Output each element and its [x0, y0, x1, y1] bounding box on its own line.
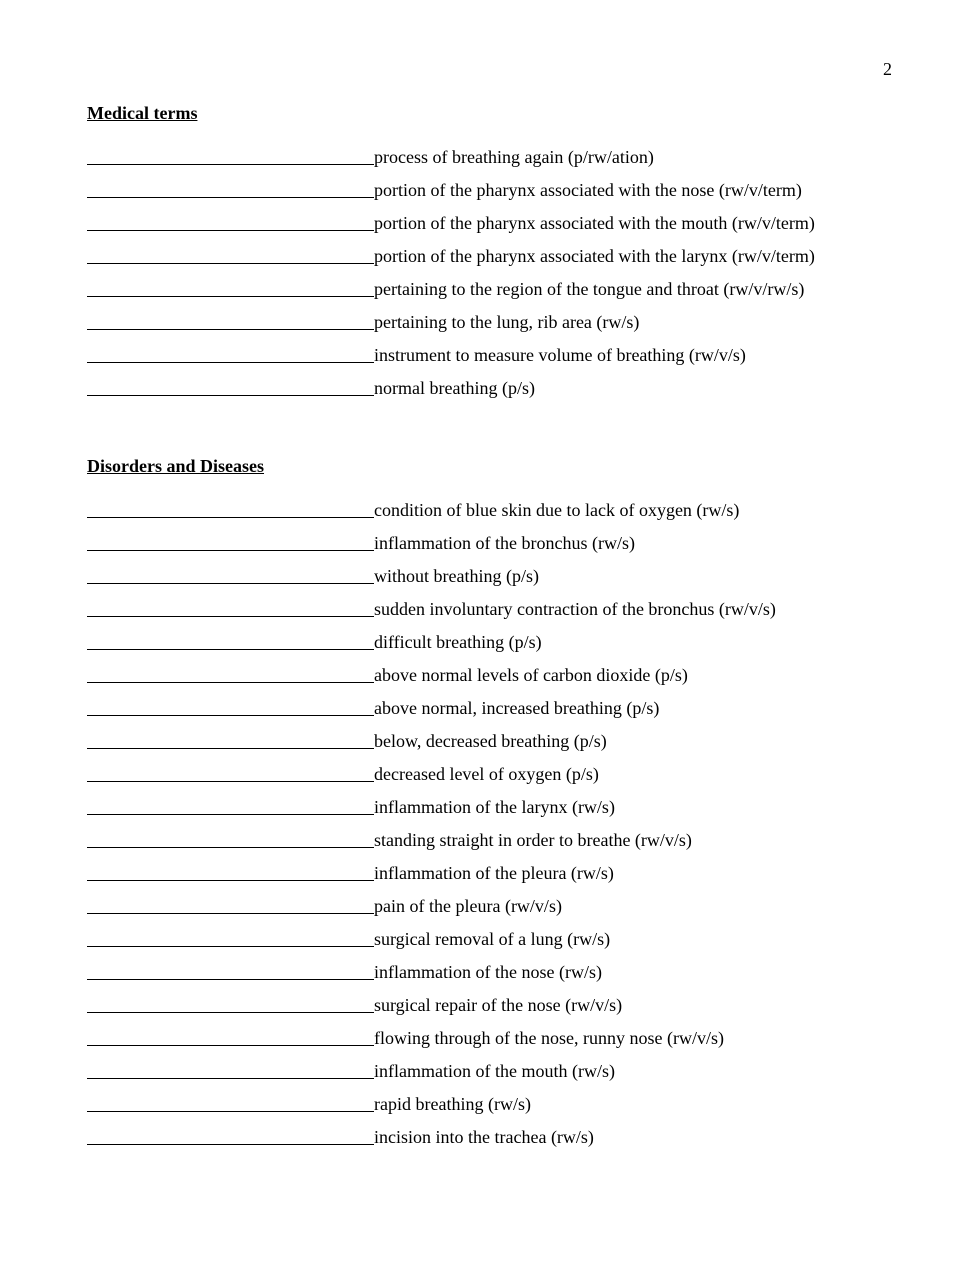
term-definition: flowing through of the nose, runny nose (rw/v/s) — [374, 1028, 724, 1048]
answer-blank[interactable] — [87, 1126, 374, 1145]
term-definition: process of breathing again (p/rw/ation) — [374, 147, 654, 167]
term-definition: surgical repair of the nose (rw/v/s) — [374, 995, 623, 1015]
term-row — [87, 664, 907, 697]
term-definition: normal breathing (p/s) — [374, 378, 535, 398]
term-definition: sudden involuntary contraction of the bronchus (rw/v/s) — [374, 599, 776, 619]
term-definition: inflammation of the mouth (rw/s) — [374, 1061, 615, 1081]
term-definition: standing straight in order to breathe (rw/v/s) — [374, 830, 692, 850]
term-row — [87, 994, 907, 1027]
term-row — [87, 212, 907, 245]
term-definition: decreased level of oxygen (p/s) — [374, 764, 599, 784]
term-row — [87, 631, 907, 664]
term-definition: portion of the pharynx associated with the mouth (rw/v/term) — [374, 213, 815, 233]
answer-blank[interactable] — [87, 344, 374, 363]
answer-blank[interactable] — [87, 1060, 374, 1079]
term-row — [87, 763, 907, 796]
term-definition: inflammation of the bronchus (rw/s) — [374, 533, 635, 553]
answer-blank[interactable] — [87, 311, 374, 330]
answer-blank[interactable] — [87, 377, 374, 396]
term-row — [87, 377, 907, 410]
answer-blank[interactable] — [87, 146, 374, 165]
answer-blank[interactable] — [87, 730, 374, 749]
answer-blank[interactable] — [87, 1093, 374, 1112]
answer-blank[interactable] — [87, 763, 374, 782]
term-row — [87, 278, 907, 311]
term-definition: portion of the pharynx associated with the larynx (rw/v/term) — [374, 246, 815, 266]
page-number: 2 — [883, 59, 892, 79]
term-row — [87, 895, 907, 928]
answer-blank[interactable] — [87, 212, 374, 231]
answer-blank[interactable] — [87, 928, 374, 947]
answer-blank[interactable] — [87, 664, 374, 683]
term-row — [87, 1126, 907, 1159]
term-row — [87, 1060, 907, 1093]
term-definition: rapid breathing (rw/s) — [374, 1094, 531, 1114]
answer-blank[interactable] — [87, 994, 374, 1013]
answer-blank[interactable] — [87, 278, 374, 297]
answer-blank[interactable] — [87, 631, 374, 650]
answer-blank[interactable] — [87, 565, 374, 584]
term-definition: pain of the pleura (rw/v/s) — [374, 896, 562, 916]
answer-blank[interactable] — [87, 796, 374, 815]
term-row — [87, 311, 907, 344]
term-definition: inflammation of the nose (rw/s) — [374, 962, 602, 982]
term-row — [87, 179, 907, 212]
term-definition: below, decreased breathing (p/s) — [374, 731, 607, 751]
term-row — [87, 245, 907, 278]
answer-blank[interactable] — [87, 829, 374, 848]
answer-blank[interactable] — [87, 961, 374, 980]
term-row — [87, 730, 907, 763]
term-definition: inflammation of the larynx (rw/s) — [374, 797, 615, 817]
answer-blank[interactable] — [87, 1027, 374, 1046]
section-heading-disorders-and-diseases: Disorders and Diseases — [87, 456, 265, 476]
term-definition: surgical removal of a lung (rw/s) — [374, 929, 611, 949]
term-row — [87, 344, 907, 377]
term-row — [87, 796, 907, 829]
term-row — [87, 146, 907, 179]
term-definition: above normal levels of carbon dioxide (p/s) — [374, 665, 688, 685]
term-row — [87, 598, 907, 631]
section-heading-medical-terms: Medical terms — [87, 103, 198, 123]
answer-blank[interactable] — [87, 532, 374, 551]
answer-blank[interactable] — [87, 895, 374, 914]
term-row — [87, 1027, 907, 1060]
term-row — [87, 565, 907, 598]
term-definition: portion of the pharynx associated with the nose (rw/v/term) — [374, 180, 802, 200]
answer-blank[interactable] — [87, 598, 374, 617]
term-row — [87, 499, 907, 532]
term-definition: above normal, increased breathing (p/s) — [374, 698, 660, 718]
answer-blank[interactable] — [87, 499, 374, 518]
answer-blank[interactable] — [87, 697, 374, 716]
term-definition: condition of blue skin due to lack of oxygen (rw/s) — [374, 500, 740, 520]
term-definition: difficult breathing (p/s) — [374, 632, 542, 652]
answer-blank[interactable] — [87, 862, 374, 881]
term-row — [87, 697, 907, 730]
term-row — [87, 1093, 907, 1126]
term-row — [87, 961, 907, 994]
term-definition: inflammation of the pleura (rw/s) — [374, 863, 614, 883]
term-definition: instrument to measure volume of breathing (rw/v/s) — [374, 345, 746, 365]
term-definition: incision into the trachea (rw/s) — [374, 1127, 594, 1147]
term-row — [87, 829, 907, 862]
term-row — [87, 862, 907, 895]
term-row — [87, 928, 907, 961]
answer-blank[interactable] — [87, 179, 374, 198]
answer-blank[interactable] — [87, 245, 374, 264]
term-row — [87, 532, 907, 565]
term-definition: without breathing (p/s) — [374, 566, 539, 586]
term-definition: pertaining to the lung, rib area (rw/s) — [374, 312, 640, 332]
medical-terms-list — [87, 146, 907, 410]
disorders-and-diseases-list — [87, 499, 907, 1159]
term-definition: pertaining to the region of the tongue and throat (rw/v/rw/s) — [374, 279, 805, 299]
